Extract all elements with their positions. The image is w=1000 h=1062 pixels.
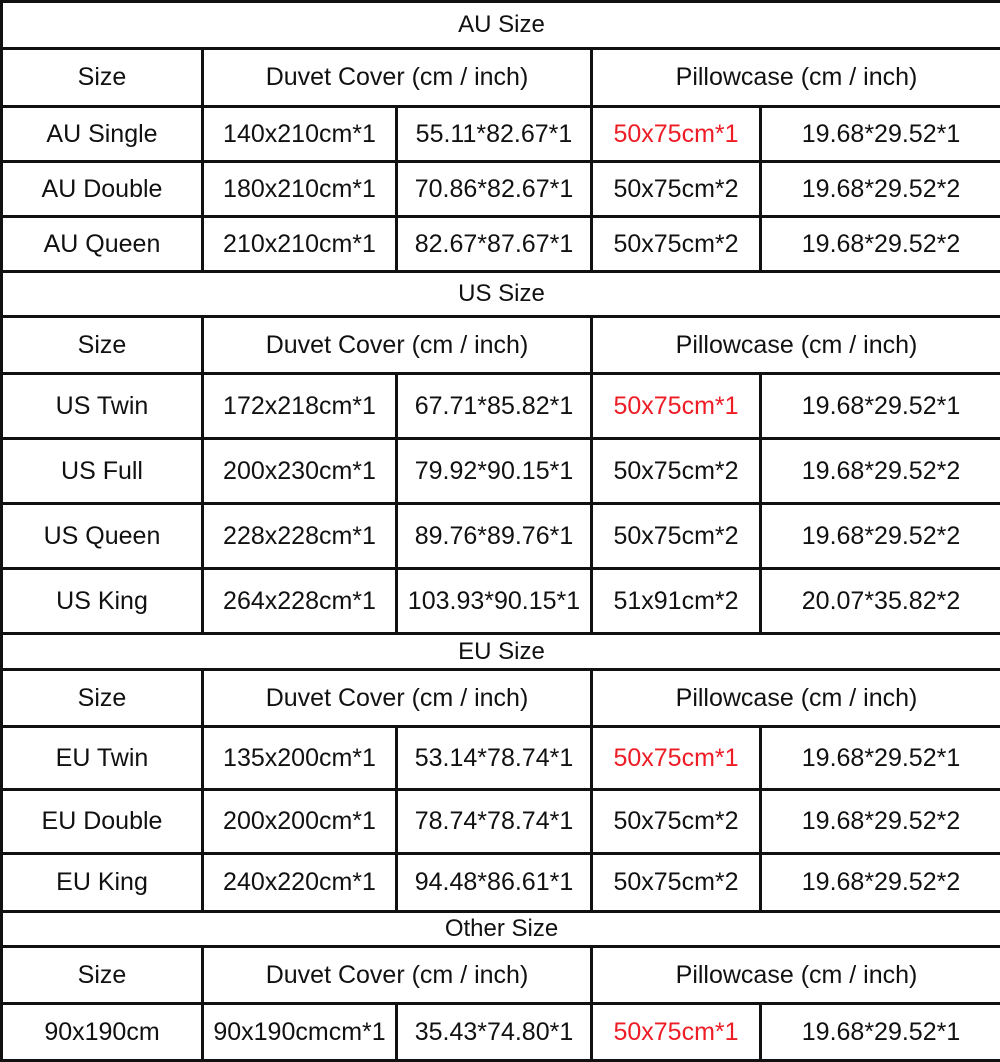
duvet-cm: 135x200cm*1 [203, 727, 397, 790]
size-name: US Queen [2, 504, 203, 569]
pillow-cm-highlight: 50x75cm*1 [592, 374, 761, 439]
table-row [2, 790, 1000, 854]
section-title-row-us [2, 272, 1000, 317]
pillow-inch: 19.68*29.52*1 [761, 1004, 1000, 1061]
size-name: US King [2, 569, 203, 634]
header-row [2, 670, 1000, 727]
section-title: EU Size [2, 634, 1000, 670]
size-name: US Full [2, 439, 203, 504]
table-row [2, 854, 1000, 912]
pillow-inch: 19.68*29.52*2 [761, 790, 1000, 854]
duvet-inch: 78.74*78.74*1 [397, 790, 592, 854]
duvet-inch: 53.14*78.74*1 [397, 727, 592, 790]
section-title: AU Size [2, 2, 1000, 49]
section-title-row-other [2, 912, 1000, 947]
duvet-inch: 70.86*82.67*1 [397, 162, 592, 217]
duvet-cm: 90x190cmcm*1 [203, 1004, 397, 1061]
duvet-inch: 103.93*90.15*1 [397, 569, 592, 634]
header-pillowcase: Pillowcase (cm / inch) [592, 947, 1000, 1004]
size-name: 90x190cm [2, 1004, 203, 1061]
duvet-inch: 67.71*85.82*1 [397, 374, 592, 439]
section-title-row-au [2, 2, 1000, 49]
pillow-inch: 19.68*29.52*2 [761, 162, 1000, 217]
table-row [2, 727, 1000, 790]
table-row [2, 504, 1000, 569]
duvet-cm: 228x228cm*1 [203, 504, 397, 569]
pillow-cm-highlight: 50x75cm*1 [592, 727, 761, 790]
header-pillowcase: Pillowcase (cm / inch) [592, 670, 1000, 727]
size-name: EU King [2, 854, 203, 912]
duvet-cm: 200x230cm*1 [203, 439, 397, 504]
header-row [2, 947, 1000, 1004]
duvet-cm: 240x220cm*1 [203, 854, 397, 912]
size-name: AU Double [2, 162, 203, 217]
section-title: US Size [2, 272, 1000, 317]
pillow-inch: 19.68*29.52*2 [761, 854, 1000, 912]
pillow-cm-highlight: 50x75cm*1 [592, 107, 761, 162]
size-name: US Twin [2, 374, 203, 439]
header-duvet-cover: Duvet Cover (cm / inch) [203, 947, 592, 1004]
pillow-inch: 19.68*29.52*2 [761, 217, 1000, 272]
pillow-cm-highlight: 50x75cm*1 [592, 1004, 761, 1061]
pillow-inch: 20.07*35.82*2 [761, 569, 1000, 634]
section-title-row-eu [2, 634, 1000, 670]
duvet-inch: 55.11*82.67*1 [397, 107, 592, 162]
header-row [2, 317, 1000, 374]
pillow-cm: 50x75cm*2 [592, 790, 761, 854]
header-duvet-cover: Duvet Cover (cm / inch) [203, 49, 592, 107]
header-duvet-cover: Duvet Cover (cm / inch) [203, 670, 592, 727]
duvet-cm: 200x200cm*1 [203, 790, 397, 854]
header-pillowcase: Pillowcase (cm / inch) [592, 317, 1000, 374]
duvet-inch: 79.92*90.15*1 [397, 439, 592, 504]
size-name: EU Twin [2, 727, 203, 790]
duvet-inch: 35.43*74.80*1 [397, 1004, 592, 1061]
duvet-inch: 94.48*86.61*1 [397, 854, 592, 912]
size-name: EU Double [2, 790, 203, 854]
pillow-inch: 19.68*29.52*1 [761, 107, 1000, 162]
size-name: AU Single [2, 107, 203, 162]
duvet-inch: 82.67*87.67*1 [397, 217, 592, 272]
pillow-cm: 50x75cm*2 [592, 504, 761, 569]
pillow-cm: 51x91cm*2 [592, 569, 761, 634]
header-size: Size [2, 317, 203, 374]
header-size: Size [2, 947, 203, 1004]
table-row [2, 217, 1000, 272]
header-size: Size [2, 670, 203, 727]
pillow-cm: 50x75cm*2 [592, 854, 761, 912]
table-row [2, 1004, 1000, 1061]
header-size: Size [2, 49, 203, 107]
pillow-inch: 19.68*29.52*1 [761, 727, 1000, 790]
duvet-cm: 180x210cm*1 [203, 162, 397, 217]
table-row [2, 162, 1000, 217]
table-row [2, 439, 1000, 504]
duvet-cm: 172x218cm*1 [203, 374, 397, 439]
pillow-inch: 19.68*29.52*2 [761, 439, 1000, 504]
table-row [2, 107, 1000, 162]
pillow-cm: 50x75cm*2 [592, 439, 761, 504]
duvet-cm: 264x228cm*1 [203, 569, 397, 634]
pillow-inch: 19.68*29.52*1 [761, 374, 1000, 439]
section-title: Other Size [2, 912, 1000, 947]
duvet-cm: 140x210cm*1 [203, 107, 397, 162]
pillow-cm: 50x75cm*2 [592, 217, 761, 272]
pillow-cm: 50x75cm*2 [592, 162, 761, 217]
duvet-cm: 210x210cm*1 [203, 217, 397, 272]
header-duvet-cover: Duvet Cover (cm / inch) [203, 317, 592, 374]
table-row [2, 569, 1000, 634]
pillow-inch: 19.68*29.52*2 [761, 504, 1000, 569]
header-pillowcase: Pillowcase (cm / inch) [592, 49, 1000, 107]
header-row [2, 49, 1000, 107]
table-row [2, 374, 1000, 439]
duvet-inch: 89.76*89.76*1 [397, 504, 592, 569]
size-name: AU Queen [2, 217, 203, 272]
